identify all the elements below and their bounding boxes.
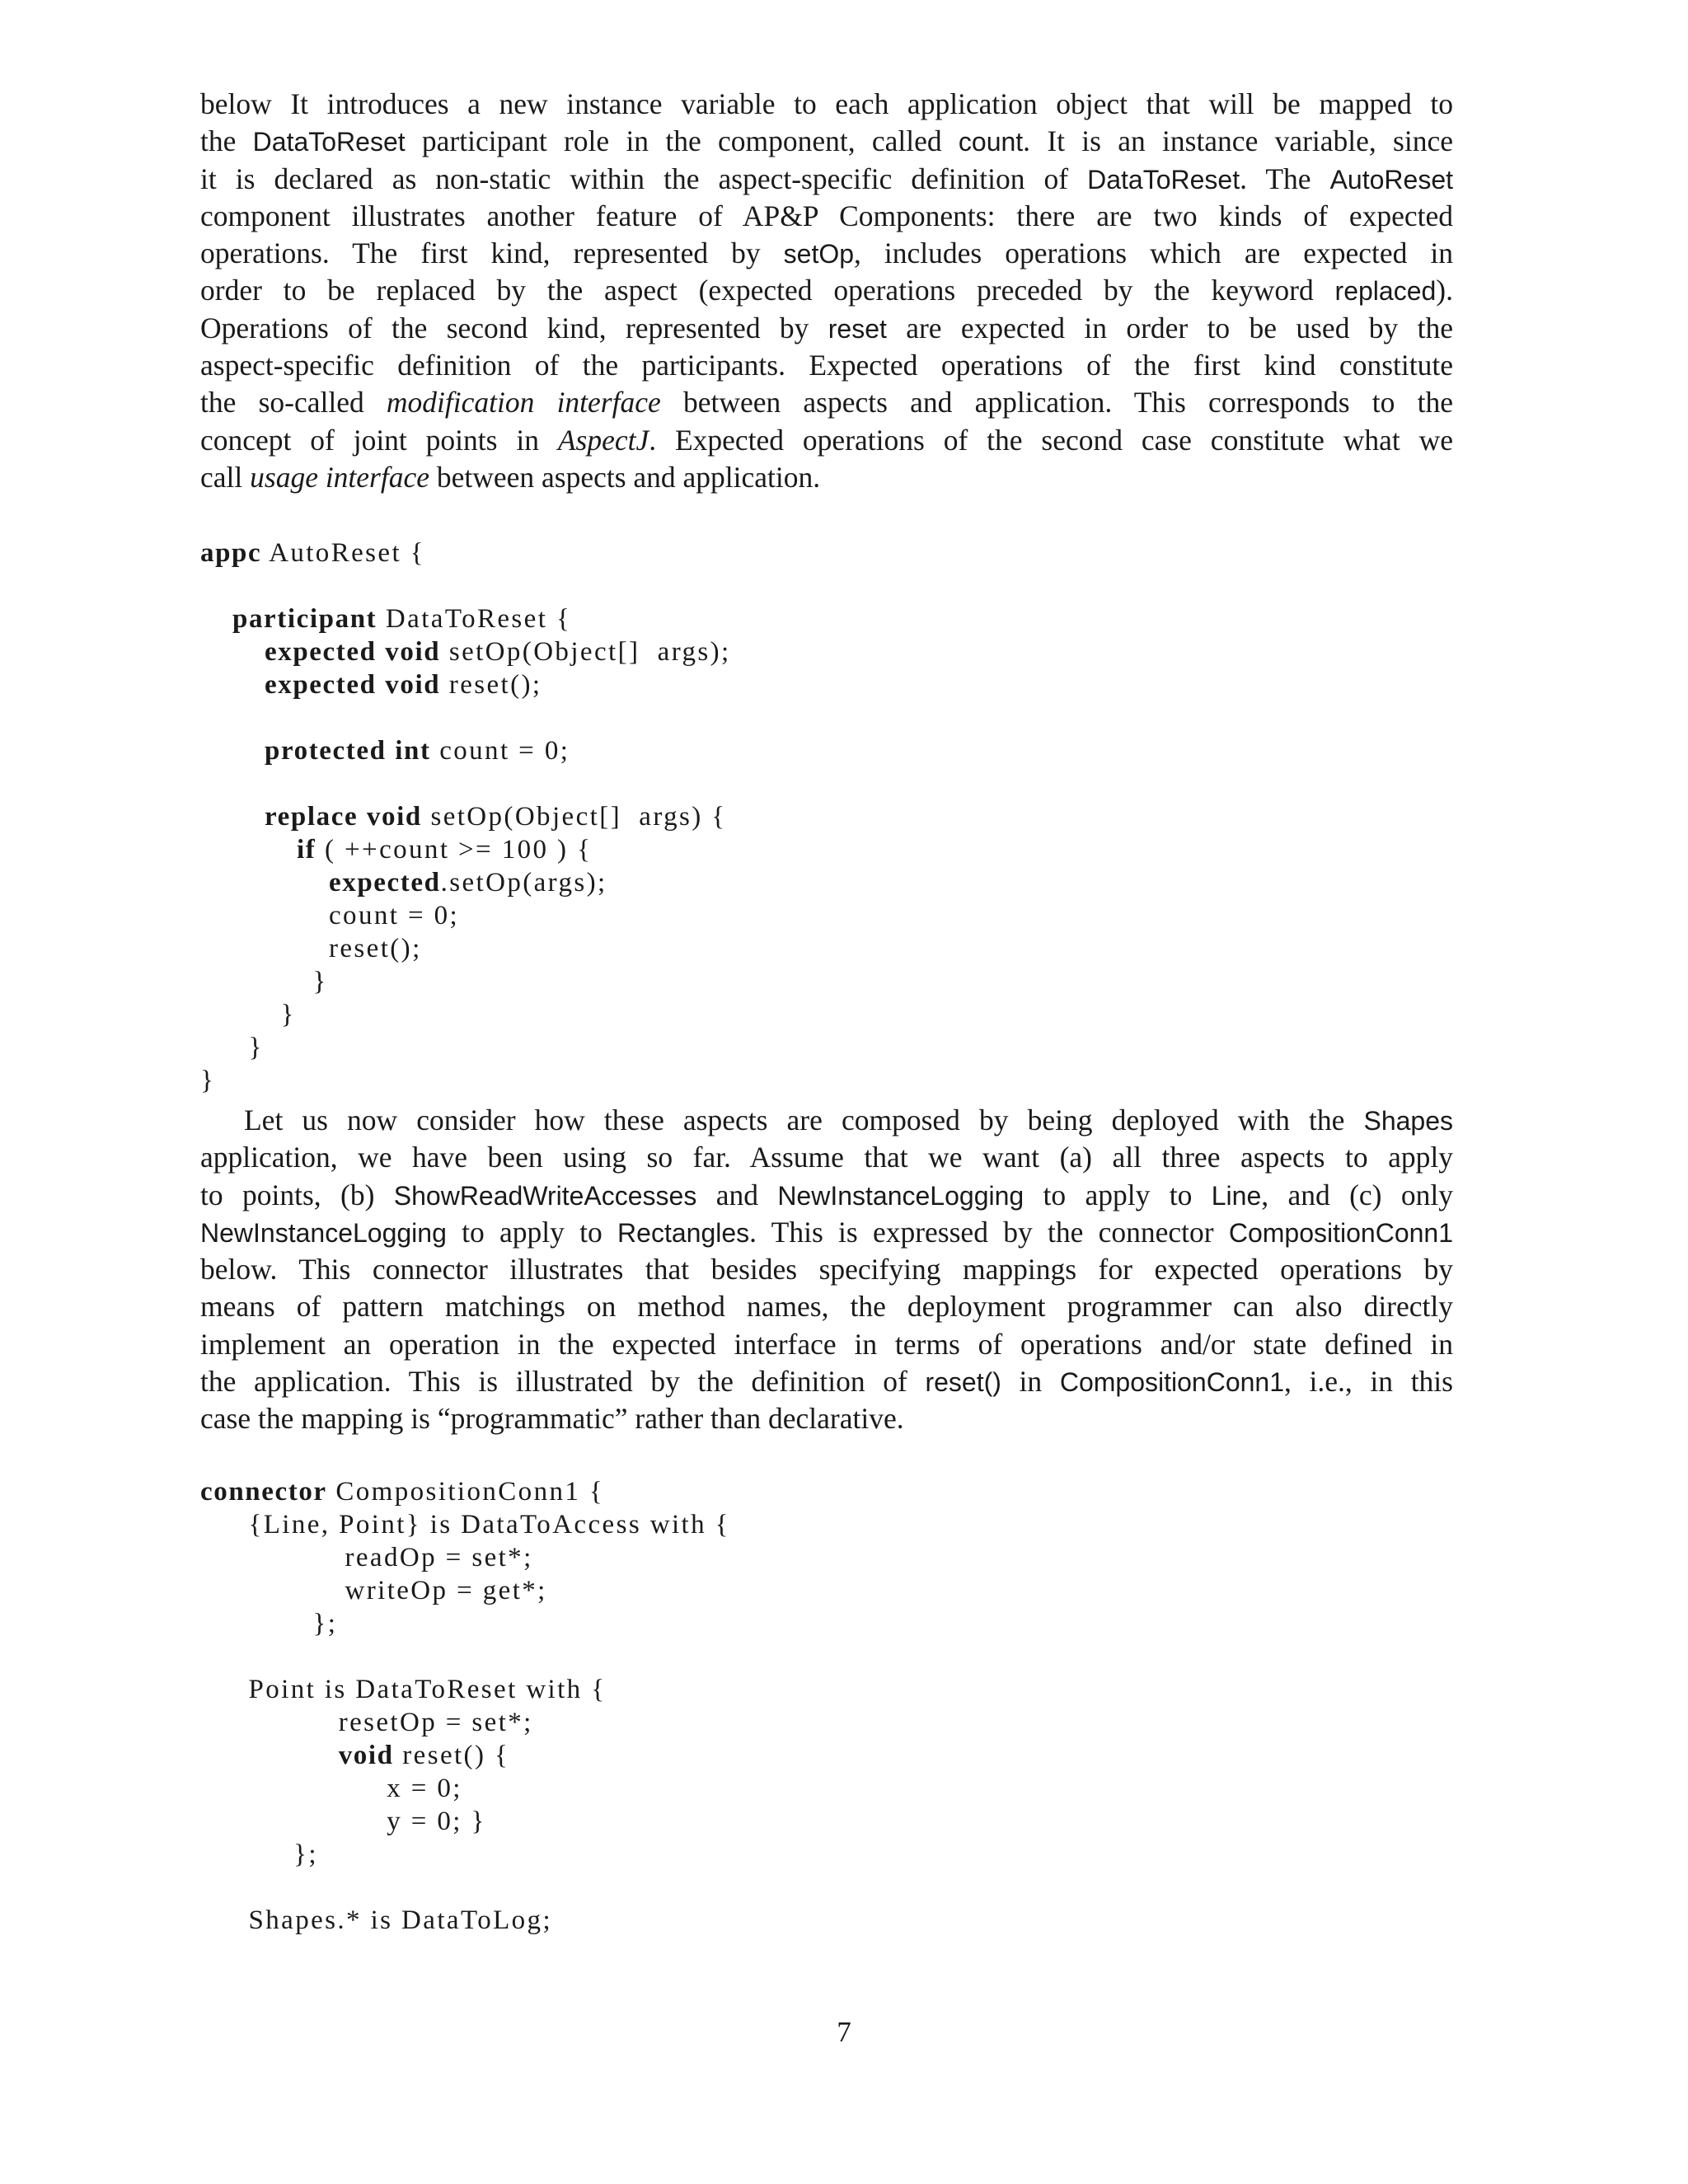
code-line xyxy=(200,1673,730,1706)
code-text: x = 0; xyxy=(387,1774,462,1803)
text-run: ). xyxy=(1436,274,1453,307)
code-text: setOp(Object[] args) { xyxy=(421,802,727,832)
text-line xyxy=(200,1139,1453,1176)
text-run: the xyxy=(200,124,253,158)
code-line xyxy=(200,701,731,734)
code-line xyxy=(200,1772,730,1805)
code-keyword: appc xyxy=(200,538,262,568)
code-identifier: NewInstanceLogging xyxy=(777,1180,1025,1211)
code-line xyxy=(200,866,731,899)
text-line xyxy=(200,347,1453,384)
code-identifier: count xyxy=(958,127,1024,157)
text-line xyxy=(200,384,1453,421)
text-run: , i.e., in this xyxy=(1284,1365,1453,1399)
code-line xyxy=(200,1904,730,1937)
code-identifier: Rectangles xyxy=(617,1217,750,1248)
text-line xyxy=(200,310,1453,347)
text-run: to points, (b) xyxy=(200,1178,394,1212)
code-identifier: NewInstanceLogging xyxy=(200,1217,447,1248)
code-text: writeOp = get*; xyxy=(345,1576,547,1605)
code-text: ( ++count >= 100 ) { xyxy=(316,835,593,865)
code-line xyxy=(200,1541,730,1574)
text-run: to apply to xyxy=(446,1215,618,1249)
text-run: . The xyxy=(1240,162,1330,195)
code-line xyxy=(200,1475,730,1508)
paragraph-composition-description xyxy=(200,1102,1453,1438)
code-identifier: CompositionConn1 xyxy=(1228,1217,1453,1248)
text-line xyxy=(200,161,1453,198)
text-run: call xyxy=(200,460,251,494)
text-run: are expected in order to be used by the xyxy=(886,311,1453,344)
code-text: CompositionConn1 { xyxy=(326,1477,605,1507)
code-identifier: DataToReset xyxy=(1087,164,1240,194)
code-line xyxy=(200,635,731,668)
code-text: resetOp = set*; xyxy=(338,1708,533,1737)
code-line xyxy=(200,1706,730,1739)
code-identifier: replaced xyxy=(1334,276,1437,307)
code-keyword: protected xyxy=(265,736,387,766)
text-run: the application. This is illustrated by the definition of xyxy=(200,1365,926,1399)
code-line xyxy=(200,1607,730,1640)
code-line xyxy=(200,1508,730,1541)
code-keyword: expected xyxy=(329,868,441,898)
emphasized-term: modification interface xyxy=(386,386,661,419)
text-run: it is declared as non-static within the aspect-specific definition of xyxy=(200,162,1088,195)
code-text: }; xyxy=(312,1609,338,1638)
code-line xyxy=(200,965,731,998)
code-keyword: void xyxy=(385,670,441,700)
text-run: between aspects and application. xyxy=(429,460,821,494)
text-run: , and (c) only xyxy=(1261,1178,1453,1212)
code-line xyxy=(200,1739,730,1772)
code-text: } xyxy=(280,1000,296,1029)
code-identifier: DataToReset xyxy=(252,127,406,157)
code-identifier: Shapes xyxy=(1363,1106,1453,1136)
code-keyword: replace xyxy=(265,802,359,832)
text-run: . It is an instance variable, since xyxy=(1023,124,1454,158)
text-run: below It introduces a new instance variable to each application object that will be mapped to xyxy=(200,87,1453,120)
text-run: application, we have been using so far. Assume that we want (a) all three aspects to apply xyxy=(200,1141,1453,1174)
text-line xyxy=(200,235,1453,272)
text-run: participant role in the component, called xyxy=(405,124,959,158)
code-text: AutoReset { xyxy=(261,538,425,568)
text-run: concept of joint points in xyxy=(200,423,558,457)
text-line xyxy=(200,1102,1453,1139)
text-run: aspect-specific definition of the participants. Expected operations of the first kind constitute xyxy=(200,349,1453,382)
code-text xyxy=(358,802,367,832)
code-line xyxy=(200,537,731,569)
code-text xyxy=(377,637,386,667)
code-line xyxy=(200,1640,730,1673)
text-line xyxy=(200,123,1453,160)
code-text: } xyxy=(248,1033,264,1062)
code-line xyxy=(200,602,731,635)
code-text xyxy=(387,736,396,766)
text-run: Operations of the second kind, represented by xyxy=(200,311,828,344)
text-run: in xyxy=(1001,1365,1060,1399)
code-text: }; xyxy=(293,1840,318,1869)
code-line xyxy=(200,734,731,767)
page-number: 7 xyxy=(837,2016,851,2048)
code-text: reset(); xyxy=(440,670,542,700)
code-text: DataToReset { xyxy=(377,604,572,634)
text-line xyxy=(200,1288,1453,1325)
code-text: reset() { xyxy=(393,1741,510,1770)
text-run: to apply to xyxy=(1024,1178,1212,1212)
code-text: count = 0; xyxy=(329,901,460,930)
code-text: count = 0; xyxy=(430,736,570,766)
code-line xyxy=(200,998,731,1031)
code-identifier: setOp xyxy=(783,239,855,269)
code-line xyxy=(200,1574,730,1607)
code-keyword: void xyxy=(338,1741,394,1770)
code-text: setOp(Object[] args); xyxy=(440,637,731,667)
text-run: operations. The first kind, represented by xyxy=(200,237,784,270)
text-line xyxy=(200,1177,1453,1214)
text-line xyxy=(200,1214,1453,1251)
code-identifier: reset xyxy=(828,313,887,344)
text-run: between aspects and application. This corresponds to the xyxy=(660,386,1453,419)
code-line xyxy=(200,1838,730,1871)
code-line xyxy=(200,833,731,866)
emphasized-term: usage interface xyxy=(250,460,429,494)
text-run: Let us now consider how these aspects are composed by being deployed with the xyxy=(244,1104,1364,1137)
text-run: and xyxy=(696,1178,778,1212)
code-text: reset(); xyxy=(329,934,422,963)
text-line xyxy=(200,86,1453,123)
code-text: .setOp(args); xyxy=(440,868,607,898)
text-line xyxy=(200,1251,1453,1288)
code-line xyxy=(200,1031,731,1064)
code-line xyxy=(200,1805,730,1838)
code-block-appc-autoreset xyxy=(200,537,731,1097)
text-line xyxy=(200,1363,1453,1400)
code-identifier: ShowReadWriteAccesses xyxy=(393,1180,697,1211)
code-line xyxy=(200,800,731,833)
code-text: Point is DataToReset with { xyxy=(248,1675,607,1704)
code-keyword: expected xyxy=(265,637,377,667)
code-text: y = 0; } xyxy=(387,1807,486,1836)
text-line xyxy=(200,198,1453,235)
text-run: order to be replaced by the aspect (expected operations preceded by the keyword xyxy=(200,274,1335,307)
text-run: the so-called xyxy=(200,386,387,419)
code-identifier: AutoReset xyxy=(1329,164,1453,194)
code-text: } xyxy=(200,1066,216,1095)
text-run: . This is expressed by the connector xyxy=(749,1215,1229,1249)
code-line xyxy=(200,668,731,701)
text-line xyxy=(200,1326,1453,1363)
text-run: component illustrates another feature of AP&P Components: there are two kinds of expected xyxy=(200,199,1453,232)
code-keyword: int xyxy=(395,736,431,766)
text-line xyxy=(200,422,1453,459)
text-run: case the mapping is “programmatic” rather than declarative. xyxy=(200,1402,904,1436)
code-line xyxy=(200,932,731,965)
code-line xyxy=(200,899,731,932)
code-keyword: connector xyxy=(200,1477,327,1507)
text-line xyxy=(200,459,1453,496)
code-line xyxy=(200,1871,730,1904)
text-run: . Expected operations of the second case constitute what we xyxy=(649,423,1453,457)
text-run: means of pattern matchings on method names, the deployment programmer can also directly xyxy=(200,1290,1453,1324)
text-run: below. This connector illustrates that besides specifying mappings for expected operations by xyxy=(200,1253,1453,1286)
code-text: } xyxy=(312,967,328,996)
code-identifier: reset() xyxy=(925,1367,1001,1398)
code-text: readOp = set*; xyxy=(345,1543,533,1572)
paragraph-autoreset-description xyxy=(200,86,1453,496)
code-text: Shapes.* is DataToLog; xyxy=(248,1905,553,1935)
code-line xyxy=(200,569,731,602)
code-keyword: void xyxy=(385,637,441,667)
code-text: {Line, Point} is DataToAccess with { xyxy=(248,1510,730,1540)
code-keyword: void xyxy=(366,802,422,832)
text-line xyxy=(200,272,1453,309)
code-keyword: if xyxy=(297,835,316,865)
text-run: implement an operation in the expected interface in terms of operations and/or state defined in xyxy=(200,1327,1453,1361)
code-block-connector-compositionconn1 xyxy=(200,1475,730,1937)
code-line xyxy=(200,767,731,800)
code-line xyxy=(200,1064,731,1097)
code-identifier: Line xyxy=(1211,1180,1262,1211)
text-run: , includes operations which are expected in xyxy=(854,237,1454,270)
emphasized-term: AspectJ xyxy=(557,423,649,457)
text-line xyxy=(200,1400,1453,1437)
code-identifier: CompositionConn1 xyxy=(1059,1367,1284,1398)
code-text xyxy=(377,670,386,700)
code-keyword: participant xyxy=(232,604,377,634)
code-keyword: expected xyxy=(265,670,377,700)
